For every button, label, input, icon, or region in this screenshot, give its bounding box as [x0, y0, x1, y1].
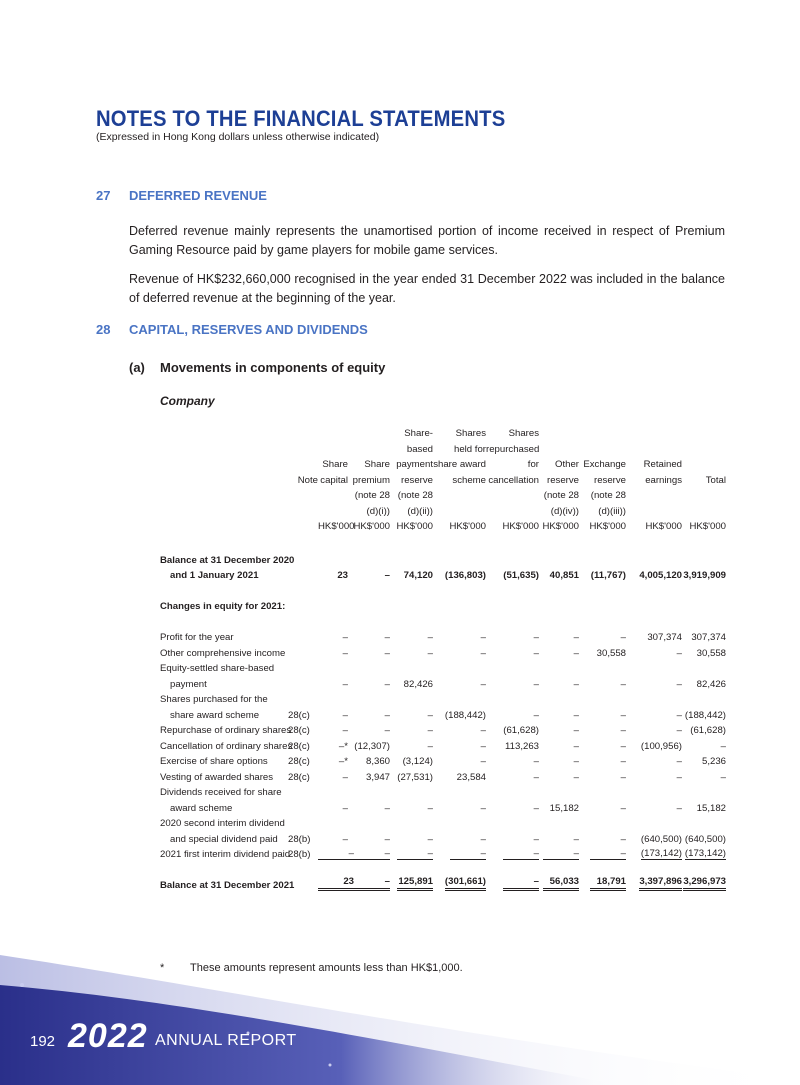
table-header-cell	[682, 488, 726, 504]
row-value: 3,397,896	[639, 876, 682, 891]
row-value: –	[480, 678, 486, 690]
table-header-cell	[160, 488, 288, 504]
table-row	[160, 736, 726, 752]
row-note: 28(c)	[288, 709, 310, 721]
table-header-cell: scheme	[452, 474, 486, 486]
row-value: (173,142)	[684, 848, 726, 859]
table-header-cell	[160, 442, 288, 458]
row-description: Balance at 31 December 2020	[160, 554, 295, 566]
table-header-cell: (note 28	[354, 490, 390, 501]
row-value: 74,120	[403, 570, 433, 581]
table-header-cell: HK$'000	[449, 521, 486, 532]
row-value: –	[533, 833, 539, 845]
row-value: 23,584	[456, 771, 486, 783]
row-value: 3,296,973	[683, 876, 726, 891]
section-28-number: 28	[96, 322, 111, 337]
row-value: –	[384, 725, 390, 736]
row-value: –	[676, 771, 682, 783]
table-header-cell	[626, 442, 682, 458]
row-note: 28(c)	[288, 740, 310, 752]
row-value: 56,033	[543, 876, 579, 891]
row-value: –	[342, 647, 348, 659]
row-value: –	[342, 725, 348, 736]
row-value: –	[533, 802, 539, 814]
row-value: –	[676, 647, 682, 659]
row-value: (51,635)	[503, 570, 539, 581]
table-row	[160, 705, 726, 721]
table-row	[160, 767, 726, 783]
table-header-cell	[486, 488, 539, 504]
row-description: Other comprehensive income	[160, 647, 286, 659]
row-value: 23	[337, 570, 348, 581]
row-note	[288, 783, 318, 799]
row-value: –	[573, 740, 579, 752]
table-header-row	[160, 488, 726, 504]
row-value: –	[450, 848, 486, 860]
table-header-row	[160, 442, 726, 458]
table-header-cell: HK$'000	[689, 521, 726, 532]
table-header-cell: HK$'000	[318, 521, 355, 532]
row-value: –	[676, 709, 682, 721]
row-note	[288, 659, 318, 675]
row-value: –	[573, 833, 579, 845]
table-header-cell: reserve	[547, 474, 579, 486]
row-value: 82,426	[403, 678, 433, 690]
row-value: –	[533, 771, 539, 783]
row-value: –	[573, 647, 579, 659]
row-value: –	[543, 848, 579, 860]
table-header-cell: (d)(iii))	[598, 505, 626, 517]
row-value: –	[503, 848, 539, 860]
table-header-cell	[288, 426, 318, 442]
row-description: payment	[170, 678, 207, 690]
table-row	[160, 659, 726, 675]
row-value: –	[480, 802, 486, 814]
section-27-number: 27	[96, 188, 111, 203]
table-header-row	[160, 473, 726, 489]
table-row	[160, 690, 726, 706]
row-value: –	[384, 678, 390, 690]
row-value: –	[676, 756, 682, 767]
table-row	[160, 674, 726, 690]
row-value: 15,182	[549, 802, 579, 814]
table-header-cell: Exchange	[583, 459, 626, 470]
row-value: –	[590, 848, 626, 860]
row-value: –	[573, 725, 579, 736]
row-description: Repurchase of ordinary shares	[160, 725, 292, 736]
subsection-label: (a)	[129, 360, 145, 375]
row-value: 3,919,909	[683, 570, 726, 581]
table-header-row	[160, 457, 726, 473]
table-row	[160, 566, 726, 582]
row-description: and special dividend paid	[170, 833, 278, 845]
table-row	[160, 814, 726, 830]
table-header-cell: Share-	[404, 428, 433, 439]
table-header-cell	[539, 442, 579, 458]
table-header-cell: held for	[454, 443, 486, 455]
row-description: 2021 first interim dividend paid	[160, 849, 291, 860]
row-value: 40,851	[549, 570, 579, 581]
table-header-cell: based	[406, 443, 433, 455]
table-header-cell: reserve	[594, 474, 626, 486]
row-note: 28(b)	[288, 833, 311, 845]
row-value: –	[384, 709, 390, 721]
table-row	[160, 798, 726, 814]
table-header-cell	[160, 426, 288, 442]
table-header-cell: HK$'000	[396, 521, 433, 532]
table-header-cell	[682, 457, 726, 473]
row-value: 8,360	[365, 756, 390, 767]
row-value: (301,661)	[445, 876, 486, 891]
row-value: –	[480, 756, 486, 767]
row-value: (3,124)	[402, 756, 433, 767]
table-header-cell: Total	[705, 474, 726, 486]
row-value: –	[620, 756, 626, 767]
row-value: 113,263	[505, 740, 539, 752]
row-note	[288, 674, 318, 690]
table-header-cell	[288, 504, 318, 520]
table-header-cell: for	[527, 459, 539, 470]
table-header-cell: Note	[297, 474, 318, 486]
table-header-cell	[160, 473, 288, 489]
row-value: –	[533, 678, 539, 690]
row-value: –	[573, 709, 579, 721]
row-value: 82,426	[696, 678, 726, 690]
row-value: –	[503, 876, 539, 891]
row-value: –	[384, 833, 390, 845]
row-value: –	[480, 833, 486, 845]
table-header-cell	[318, 488, 348, 504]
row-value: 30,558	[696, 647, 726, 659]
row-value: –	[354, 876, 390, 891]
table-header-cell: (d)(iv))	[550, 505, 579, 517]
table-header-cell: payment	[396, 459, 433, 470]
page-title: NOTES TO THE FINANCIAL STATEMENTS	[96, 106, 506, 131]
row-note	[288, 643, 318, 659]
row-note: 28(c)	[288, 771, 310, 783]
row-value: –	[427, 802, 433, 814]
table-header-cell	[160, 519, 288, 535]
footnote-text: These amounts represent amounts less than HK$1,000.	[190, 962, 463, 974]
table-header-cell: (d)(ii))	[407, 505, 433, 517]
page-subtitle: (Expressed in Hong Kong dollars unless otherwise indicated)	[96, 131, 380, 143]
row-value: –	[533, 647, 539, 659]
table-header-cell	[682, 442, 726, 458]
table-header-cell	[486, 504, 539, 520]
table-header-cell: premium	[352, 474, 390, 486]
company-label: Company	[160, 394, 215, 408]
row-value: (188,442)	[444, 709, 486, 721]
row-value: –	[342, 632, 348, 643]
row-value: –	[533, 632, 539, 643]
row-value: (188,442)	[684, 709, 726, 721]
row-value: 5,236	[701, 756, 726, 767]
table-header-cell	[160, 504, 288, 520]
row-note	[288, 597, 318, 613]
row-value: (61,628)	[690, 725, 726, 736]
row-value: –*	[338, 756, 348, 767]
row-value: –	[384, 647, 390, 659]
table-header-cell: Other	[555, 459, 579, 470]
row-value: (27,531)	[397, 771, 433, 783]
table-header-cell: Shares	[508, 428, 539, 439]
table-header-cell	[288, 488, 318, 504]
row-value: –	[427, 647, 433, 659]
row-value: (640,500)	[640, 833, 682, 845]
table-header-cell	[626, 426, 682, 442]
row-value: –	[573, 756, 579, 767]
table-row	[160, 829, 726, 845]
row-value: 3,947	[365, 771, 390, 783]
table-header-cell: (note 28	[543, 490, 579, 501]
row-description: Dividends received for share	[160, 787, 282, 798]
table-header-cell: cancellation	[488, 474, 539, 486]
table-header-cell	[318, 504, 348, 520]
table-header-cell: HK$'000	[589, 521, 626, 532]
row-value: 18,791	[590, 876, 626, 891]
row-value: –	[620, 833, 626, 845]
row-value: –	[620, 740, 626, 752]
table-header-cell	[348, 442, 390, 458]
row-description: Cancellation of ordinary shares	[160, 740, 293, 752]
table-header-cell: HK$'000	[542, 521, 579, 532]
row-value: –	[342, 678, 348, 690]
table-header-cell	[318, 442, 348, 458]
row-description: Profit for the year	[160, 632, 234, 643]
row-note: 28(b)	[288, 849, 311, 860]
row-value: –	[384, 570, 390, 581]
row-value: –	[342, 771, 348, 783]
row-value: –	[342, 833, 348, 845]
table-header-cell: earnings	[645, 474, 682, 486]
table-header-cell	[626, 488, 682, 504]
table-header-cell	[288, 442, 318, 458]
row-value: –	[342, 802, 348, 814]
row-value: –	[620, 709, 626, 721]
table-header-cell: Retained	[643, 459, 682, 470]
row-value: –	[354, 848, 390, 860]
page-number: 192	[30, 1033, 56, 1050]
row-note: 28(c)	[288, 725, 310, 736]
table-header-cell: HK$'000	[353, 521, 390, 532]
row-value: –	[720, 771, 726, 783]
row-value: –	[480, 632, 486, 643]
row-value: –	[573, 632, 579, 643]
table-header-cell	[433, 488, 486, 504]
row-value: 4,005,120	[639, 570, 682, 581]
table-row	[160, 597, 726, 613]
row-value: –	[676, 802, 682, 814]
row-value: –	[342, 709, 348, 721]
row-value: –	[427, 725, 433, 736]
table-header-cell	[160, 457, 288, 473]
table-header-cell	[288, 519, 318, 535]
row-value: –	[573, 678, 579, 690]
row-value: –	[676, 725, 682, 736]
footer-year: 2022	[68, 1017, 148, 1055]
row-description: 2020 second interim dividend	[160, 818, 285, 829]
table-header-cell: Share	[364, 459, 390, 470]
table-header-cell	[288, 457, 318, 473]
row-value: –*	[338, 740, 348, 752]
table-header-row	[160, 504, 726, 520]
table-header-cell	[682, 426, 726, 442]
row-value: (173,142)	[640, 848, 682, 859]
table-header-cell: Shares	[455, 428, 486, 439]
row-note	[288, 814, 318, 830]
row-value: –	[427, 833, 433, 845]
row-value: (61,628)	[503, 725, 539, 736]
row-value: (12,307)	[354, 740, 390, 752]
table-row	[160, 628, 726, 644]
row-description: share award scheme	[170, 709, 260, 721]
section-28-title: CAPITAL, RESERVES AND DIVIDENDS	[129, 322, 368, 337]
row-description: Shares purchased for the	[160, 694, 268, 705]
row-value: (640,500)	[684, 833, 726, 845]
table-header-cell	[433, 504, 486, 520]
table-header-cell: Share	[322, 459, 348, 470]
row-value: –	[480, 725, 486, 736]
row-value: 307,374	[691, 632, 726, 643]
table-header-cell	[318, 426, 348, 442]
table-header-cell	[682, 504, 726, 520]
row-description: Exercise of share options	[160, 756, 268, 767]
row-value: –	[620, 632, 626, 643]
row-value: 23	[318, 876, 354, 891]
row-value: 15,182	[696, 802, 726, 814]
row-value: (100,956)	[640, 740, 682, 752]
table-header-row	[160, 426, 726, 442]
row-value: –	[676, 678, 682, 690]
row-value: –	[384, 802, 390, 814]
table-header-cell: share award	[433, 459, 486, 470]
table-header-row	[160, 519, 726, 535]
table-header-cell: reserve	[401, 474, 433, 486]
row-value: 30,558	[596, 647, 626, 659]
table-header-cell	[348, 426, 390, 442]
row-value: 125,891	[397, 876, 433, 891]
table-row	[160, 845, 726, 861]
row-note	[288, 566, 318, 582]
table-row	[160, 783, 726, 799]
row-note	[288, 628, 318, 644]
row-value: (136,803)	[444, 570, 486, 581]
section-27-paragraph-1: Deferred revenue mainly represents the unamortised portion of income received in respect of Premium Gaming Resource paid by game players for mobile game services.	[129, 224, 725, 257]
table-header-cell: (d)(i))	[366, 505, 390, 517]
footer-decoration	[0, 945, 800, 1085]
table-row	[160, 721, 726, 737]
subsection-title: Movements in components of equity	[160, 360, 386, 375]
row-value: –	[620, 725, 626, 736]
footnote-mark: *	[160, 962, 165, 974]
table-row	[160, 643, 726, 659]
section-27-paragraph-2: Revenue of HK$232,660,000 recognised in the year ended 31 December 2022 was included in the balance of deferred revenue at the beginning of the year.	[129, 272, 725, 305]
row-note: 28(c)	[288, 756, 310, 767]
row-value: –	[620, 771, 626, 783]
footer-label: ANNUAL REPORT	[155, 1032, 297, 1049]
row-description: Vesting of awarded shares	[160, 771, 274, 783]
row-note	[288, 690, 318, 706]
table-header-cell: repurchased	[486, 443, 540, 455]
section-27-title: DEFERRED REVENUE	[129, 188, 267, 203]
table-header-cell	[539, 426, 579, 442]
row-value: –	[620, 802, 626, 814]
table-row	[160, 550, 726, 566]
row-value: –	[384, 632, 390, 643]
table-header-cell: HK$'000	[502, 521, 539, 532]
row-value: –	[427, 740, 433, 752]
row-value: –	[427, 632, 433, 643]
row-value: –	[427, 709, 433, 721]
table-header-cell	[579, 426, 626, 442]
row-value: –	[480, 740, 486, 752]
row-description: Equity-settled share-based	[160, 663, 275, 674]
equity-movements-table	[160, 426, 726, 891]
table-row	[160, 876, 726, 892]
row-value: –	[318, 848, 354, 860]
row-value: –	[533, 709, 539, 721]
table-header-cell	[626, 504, 682, 520]
row-note	[288, 798, 318, 814]
row-value: –	[480, 647, 486, 659]
row-value: –	[573, 771, 579, 783]
row-description: award scheme	[170, 802, 233, 814]
table-row	[160, 752, 726, 768]
table-header-cell: (note 28	[397, 490, 433, 501]
row-description: and 1 January 2021	[170, 570, 259, 581]
table-header-cell: (note 28	[590, 490, 626, 501]
row-value: –	[533, 756, 539, 767]
row-value: –	[397, 848, 433, 860]
table-header-cell	[579, 442, 626, 458]
row-value: –	[720, 740, 726, 752]
row-description: Changes in equity for 2021:	[160, 601, 286, 612]
row-value: 307,374	[647, 632, 682, 643]
row-value: –	[620, 678, 626, 690]
row-description: Balance at 31 December 2021	[160, 880, 295, 891]
table-header-cell: HK$'000	[645, 521, 682, 532]
row-value: (11,767)	[590, 570, 626, 581]
table-header-cell: capital	[320, 474, 348, 486]
